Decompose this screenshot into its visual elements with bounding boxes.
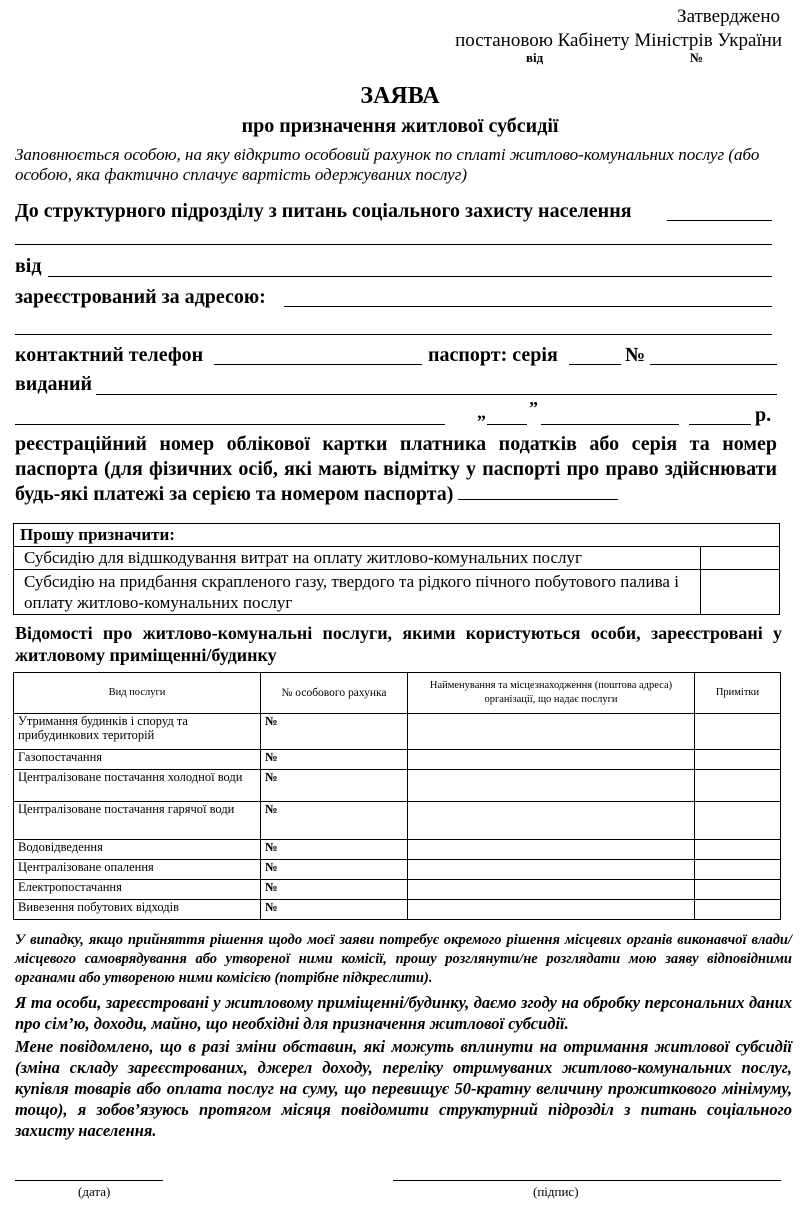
notes-field[interactable]: [695, 802, 781, 840]
services-table: [13, 672, 781, 920]
from-label: від: [15, 255, 42, 277]
request-option-row: [14, 547, 780, 570]
notes-field[interactable]: [695, 840, 781, 860]
table-row: [14, 840, 781, 860]
date-day-field[interactable]: [487, 424, 527, 425]
date-year-field[interactable]: [689, 424, 751, 425]
service-name: Вивезення побутових відходів: [14, 900, 261, 920]
table-row: [14, 770, 781, 802]
address-label: зареєстрований за адресою:: [15, 286, 266, 308]
tax-number-text: реєстраційний номер облікової картки платника податків або серія та номер паспорта (для фізичних осіб, які мають відмітку у паспорті про право здійснювати будь-які платежі за серією та номером паспорта): [15, 433, 777, 505]
passport-number-field[interactable]: [650, 364, 777, 365]
request-option-2-checkbox[interactable]: [701, 570, 780, 615]
to-department-label: До структурного підрозділу з питань соціального захисту населення: [15, 200, 632, 222]
date-quote-close: ”: [529, 398, 538, 418]
phone-field[interactable]: [214, 364, 422, 365]
tax-number-field[interactable]: [458, 485, 618, 500]
notes-field[interactable]: [695, 880, 781, 900]
organization-field[interactable]: [408, 802, 695, 840]
service-name: Централізоване постачання гарячої води: [14, 802, 261, 840]
paragraph-commission: У випадку, якщо прийняття рішення щодо моєї заяви потребує окремого рішення місцевих органів виконавчої влади/місцевого самоврядування або утвореної ними комісії, прошу розглянути/не розглядати мою заяву відповідними органами або утвореною ними комісією (потрібне підкреслити).: [15, 932, 792, 986]
account-field[interactable]: №: [261, 860, 408, 880]
date-quote-open: „: [477, 402, 486, 422]
signature-label: (підпис): [533, 1184, 579, 1199]
services-header-row: [14, 673, 781, 714]
department-field-line2[interactable]: [15, 244, 772, 245]
notes-field[interactable]: [695, 860, 781, 880]
approval-from: від: [526, 50, 544, 65]
col-service: Вид послуги: [14, 673, 261, 714]
organization-field[interactable]: [408, 880, 695, 900]
table-row: [14, 802, 781, 840]
request-header: Прошу призначити:: [14, 524, 780, 547]
date-month-field[interactable]: [541, 424, 679, 425]
col-account: № особового рахунка: [261, 673, 408, 714]
request-header-row: [14, 524, 780, 547]
service-name: Газопостачання: [14, 750, 261, 770]
service-name: Централізоване постачання холодної води: [14, 770, 261, 802]
notes-field[interactable]: [695, 770, 781, 802]
table-row: [14, 880, 781, 900]
issued-field-line2[interactable]: [15, 424, 445, 425]
page-subtitle: про призначення житлової субсидії: [241, 115, 559, 137]
paragraph-consent: Я та особи, зареєстровані у житловому приміщенні/будинку, даємо згоду на обробку персональних даних про сім’ю, доходи, майно, що необхідні для призначення житлової субсидії.: [15, 993, 792, 1033]
organization-field[interactable]: [408, 714, 695, 750]
organization-field[interactable]: [408, 770, 695, 802]
organization-field[interactable]: [408, 750, 695, 770]
tax-number-label: [15, 432, 777, 507]
year-suffix: р.: [755, 404, 772, 426]
service-name: Централізоване опалення: [14, 860, 261, 880]
table-row: [14, 860, 781, 880]
address-field[interactable]: [284, 306, 772, 307]
account-field[interactable]: №: [261, 770, 408, 802]
notes-field[interactable]: [695, 714, 781, 750]
request-table: [13, 523, 780, 615]
service-name: Водовідведення: [14, 840, 261, 860]
notes-field[interactable]: [695, 750, 781, 770]
notes-field[interactable]: [695, 900, 781, 920]
approval-line1: Затверджено: [677, 6, 780, 27]
account-field[interactable]: №: [261, 750, 408, 770]
approval-number: №: [690, 50, 704, 65]
request-option-1: Субсидію для відшкодування витрат на оплату житлово-комунальних послуг: [14, 547, 701, 570]
request-option-row: [14, 570, 780, 615]
col-notes: Примітки: [695, 673, 781, 714]
address-field-line2[interactable]: [15, 334, 772, 335]
from-field[interactable]: [48, 276, 772, 277]
organization-field[interactable]: [408, 840, 695, 860]
services-heading: Відомості про житлово-комунальні послуги, якими користуються особи, зареєстровані у житловому приміщенні/будинку: [15, 623, 782, 665]
organization-field[interactable]: [408, 900, 695, 920]
fill-note: Заповнюється особою, на яку відкрито особовий рахунок по сплаті житлово-комунальних послуг (або особою, яка фактично сплачує вартість одержуваних послуг): [15, 145, 760, 184]
passport-series-field[interactable]: [569, 364, 621, 365]
date-signature-field[interactable]: [15, 1180, 163, 1181]
account-field[interactable]: №: [261, 802, 408, 840]
approval-line2: постановою Кабінету Міністрів України: [455, 30, 782, 51]
account-field[interactable]: №: [261, 900, 408, 920]
account-field[interactable]: №: [261, 714, 408, 750]
service-name: Утримання будинків і споруд та прибудинкових територій: [14, 714, 261, 750]
service-name: Електропостачання: [14, 880, 261, 900]
passport-series-label: паспорт: серія: [428, 344, 558, 366]
issued-label: виданий: [15, 373, 93, 395]
table-row: [14, 714, 781, 750]
table-row: [14, 900, 781, 920]
paragraph-obligation: Мене повідомлено, що в разі зміни обставин, які можуть вплинути на отримання житлової субсидії (зміна складу зареєстрованих, джерел доходу, переліку отримуваних житлово-комунальних послуг, купівля товарів або оплата послуг на суму, що перевищує 50-кратну величину прожиткового мінімуму, тощо), я зобов’язуюсь протягом місяця повідомити структурний підрозділ з питань соціального захисту населення.: [15, 1037, 792, 1140]
passport-number-label: №: [625, 344, 646, 366]
date-label: (дата): [78, 1184, 111, 1199]
phone-label: контактний телефон: [15, 344, 204, 366]
signature-field[interactable]: [393, 1180, 781, 1181]
account-field[interactable]: №: [261, 840, 408, 860]
account-field[interactable]: №: [261, 880, 408, 900]
request-option-2: Субсидію на придбання скрапленого газу, твердого та рідкого пічного побутового палива і оплату житлово-комунальних послуг: [14, 570, 701, 615]
table-row: [14, 750, 781, 770]
page-title: ЗАЯВА: [360, 83, 440, 109]
request-option-1-checkbox[interactable]: [701, 547, 780, 570]
issued-field[interactable]: [96, 394, 777, 395]
col-organization: Найменування та місцезнаходження (поштова адреса) організації, що надає послуги: [408, 673, 695, 714]
organization-field[interactable]: [408, 860, 695, 880]
department-field[interactable]: [667, 220, 772, 221]
